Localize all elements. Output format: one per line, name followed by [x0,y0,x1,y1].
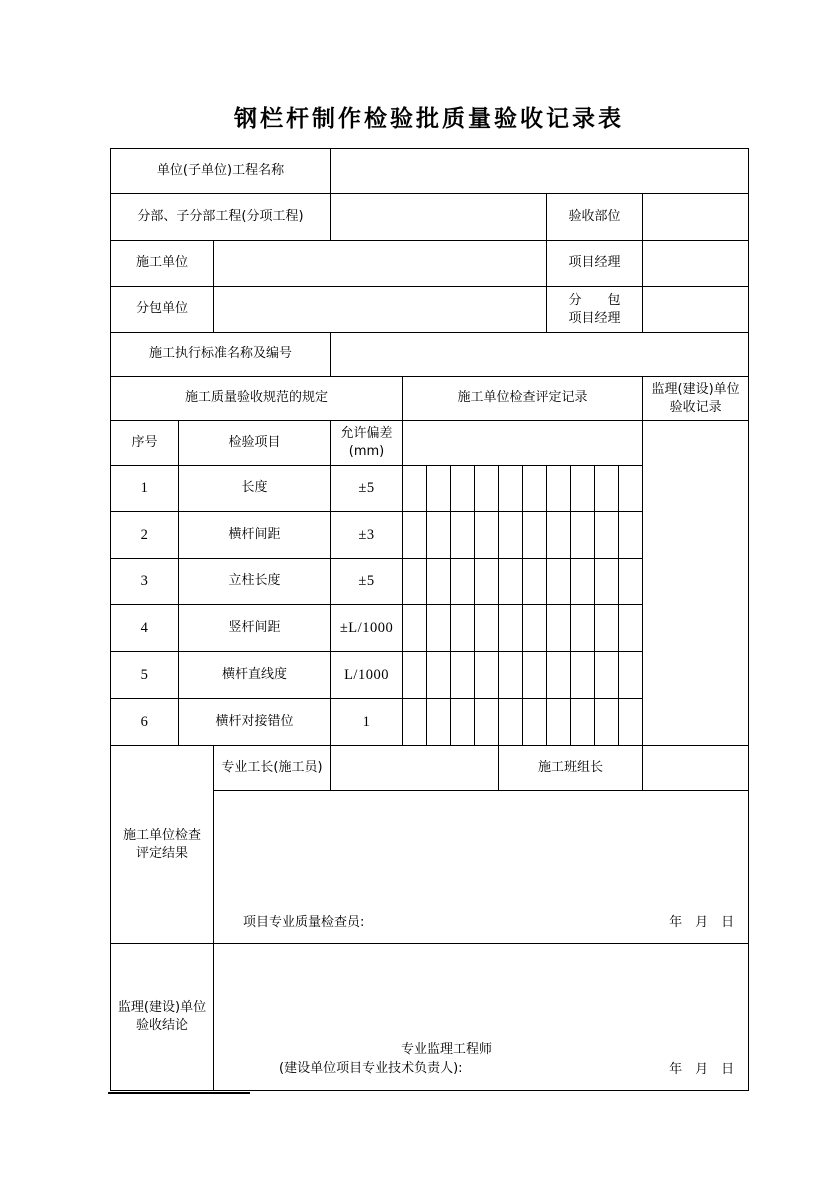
check-record-cell[interactable] [571,699,595,746]
foreman-value[interactable] [331,746,499,791]
item-tolerance: ±5 [331,559,403,605]
item-name: 立柱长度 [179,559,331,605]
check-record-cell[interactable] [619,512,643,559]
check-record-cell[interactable] [499,699,523,746]
constructor-label: 施工单位 [111,241,214,287]
check-record-cell[interactable] [451,559,475,605]
check-record-cell[interactable] [475,652,499,699]
check-record-cell[interactable] [403,605,427,652]
constructor-value[interactable] [214,241,547,287]
supervisor-conclusion-cell[interactable] [214,944,749,1091]
item-no: 2 [111,512,179,559]
check-record-cell[interactable] [451,466,475,512]
contractor-result-label-line2: 评定结果 [135,845,188,861]
check-record-cell[interactable] [427,652,451,699]
supervisor-record-header-line2: 验收记录 [669,399,722,415]
check-record-cell[interactable] [403,699,427,746]
form-title: 钢栏杆制作检验批质量验收记录表 [234,106,624,132]
check-record-cell[interactable] [451,699,475,746]
acceptance-part-label: 验收部位 [547,194,643,241]
check-record-cell[interactable] [595,605,619,652]
supervisor-date: 年 月 日 [669,1062,735,1078]
check-record-header-space[interactable] [403,421,643,466]
contractor-result-sign-cell[interactable] [214,791,749,944]
item-no: 1 [111,466,179,512]
check-record-cell[interactable] [595,559,619,605]
check-record-cell[interactable] [451,605,475,652]
tolerance-column-header [331,421,403,466]
check-record-cell[interactable] [427,512,451,559]
engineer-label-line2: (建设单位项目专业技术负责人): [279,1061,463,1077]
check-record-cell[interactable] [547,605,571,652]
subdivision-project-label: 分部、子分部工程(分项工程) [111,194,331,241]
sub-project-manager-label-line1: 分 包 [568,292,621,308]
engineer-sign-row [214,1041,748,1090]
check-record-cell[interactable] [571,512,595,559]
unit-project-name-label: 单位(子单位)工程名称 [111,149,331,194]
check-record-cell[interactable] [571,652,595,699]
item-name: 长度 [179,466,331,512]
check-record-cell[interactable] [571,466,595,512]
check-record-cell[interactable] [499,652,523,699]
item-no: 6 [111,699,179,746]
acceptance-record-table [110,148,749,1091]
item-tolerance: ±3 [331,512,403,559]
tolerance-column-header-line2: (mm) [348,444,385,459]
check-record-cell[interactable] [571,605,595,652]
check-record-cell[interactable] [619,559,643,605]
check-record-cell[interactable] [499,466,523,512]
item-no: 5 [111,652,179,699]
spec-requirement-header: 施工质量验收规范的规定 [111,377,403,421]
check-record-cell[interactable] [595,652,619,699]
check-record-cell[interactable] [403,512,427,559]
crew-leader-label: 施工班组长 [499,746,643,791]
supervisor-record-value[interactable] [643,421,749,746]
subcontractor-label: 分包单位 [111,287,214,333]
check-record-cell[interactable] [475,559,499,605]
check-record-cell[interactable] [523,559,547,605]
item-tolerance: ±L/1000 [331,605,403,652]
check-record-cell[interactable] [619,466,643,512]
check-record-cell[interactable] [451,512,475,559]
check-record-cell[interactable] [523,652,547,699]
check-record-cell[interactable] [499,512,523,559]
check-record-cell[interactable] [547,466,571,512]
execution-standard-label: 施工执行标准名称及编号 [111,333,331,377]
item-name: 竖杆间距 [179,605,331,652]
item-no: 4 [111,605,179,652]
subdivision-project-value[interactable] [331,194,547,241]
unit-project-name-value[interactable] [331,149,749,194]
engineer-label-line1: 专业监理工程师 [401,1042,493,1058]
check-record-cell[interactable] [499,559,523,605]
check-record-cell[interactable] [403,466,427,512]
check-record-cell[interactable] [475,699,499,746]
check-record-cell[interactable] [547,559,571,605]
item-tolerance: ±5 [331,466,403,512]
engineer-label [279,1041,492,1079]
check-record-cell[interactable] [619,699,643,746]
tolerance-column-header-line1: 允许偏差 [340,426,393,442]
execution-standard-value[interactable] [331,333,749,377]
item-column-header: 检验项目 [179,421,331,466]
check-record-cell[interactable] [523,512,547,559]
project-manager-label: 项目经理 [547,241,643,287]
contractor-result-label-line1: 施工单位检查 [122,827,201,843]
supervisor-conclusion-label-line2: 验收结论 [135,1018,188,1033]
footnote-separator-line [108,1092,250,1094]
contractor-check-header: 施工单位检查评定记录 [403,377,643,421]
foreman-label: 专业工长(施工员) [214,746,331,791]
check-record-cell[interactable] [523,699,547,746]
project-manager-value[interactable] [643,241,749,287]
item-name: 横杆对接错位 [179,699,331,746]
item-no: 3 [111,559,179,605]
check-record-cell[interactable] [547,699,571,746]
check-record-cell[interactable] [547,512,571,559]
crew-leader-value[interactable] [643,746,749,791]
no-column-header: 序号 [111,421,179,466]
check-record-cell[interactable] [403,559,427,605]
supervisor-record-header-line1: 监理(建设)单位 [651,381,740,397]
check-record-cell[interactable] [595,699,619,746]
sub-project-manager-value[interactable] [643,287,749,333]
item-name: 横杆间距 [179,512,331,559]
subcontractor-value[interactable] [214,287,547,333]
check-record-cell[interactable] [547,652,571,699]
sub-project-manager-label [547,287,643,333]
sub-project-manager-label-line2: 项目经理 [568,310,621,326]
item-tolerance: 1 [331,699,403,746]
check-record-cell[interactable] [523,605,547,652]
check-record-cell[interactable] [619,605,643,652]
check-record-cell[interactable] [427,466,451,512]
check-record-cell[interactable] [475,605,499,652]
check-record-cell[interactable] [427,559,451,605]
check-record-cell[interactable] [475,466,499,512]
check-record-cell[interactable] [427,699,451,746]
check-record-cell[interactable] [571,559,595,605]
contractor-result-label [111,746,214,944]
item-tolerance: L/1000 [331,652,403,699]
acceptance-part-value[interactable] [643,194,749,241]
inspector-date: 年 月 日 [669,915,735,931]
check-record-cell[interactable] [403,652,427,699]
supervisor-conclusion-label-line1: 监理(建设)单位 [117,1000,207,1016]
check-record-cell[interactable] [523,466,547,512]
check-record-cell[interactable] [499,605,523,652]
check-record-cell[interactable] [595,512,619,559]
check-record-cell[interactable] [475,512,499,559]
check-record-cell[interactable] [619,652,643,699]
item-name: 横杆直线度 [179,652,331,699]
supervisor-conclusion-label [111,944,214,1091]
inspector-label: 项目专业质量检查员: [243,915,365,931]
supervisor-record-header [643,377,749,421]
check-record-cell[interactable] [595,466,619,512]
inspector-sign-row [214,915,748,943]
check-record-cell[interactable] [427,605,451,652]
check-record-cell[interactable] [451,652,475,699]
